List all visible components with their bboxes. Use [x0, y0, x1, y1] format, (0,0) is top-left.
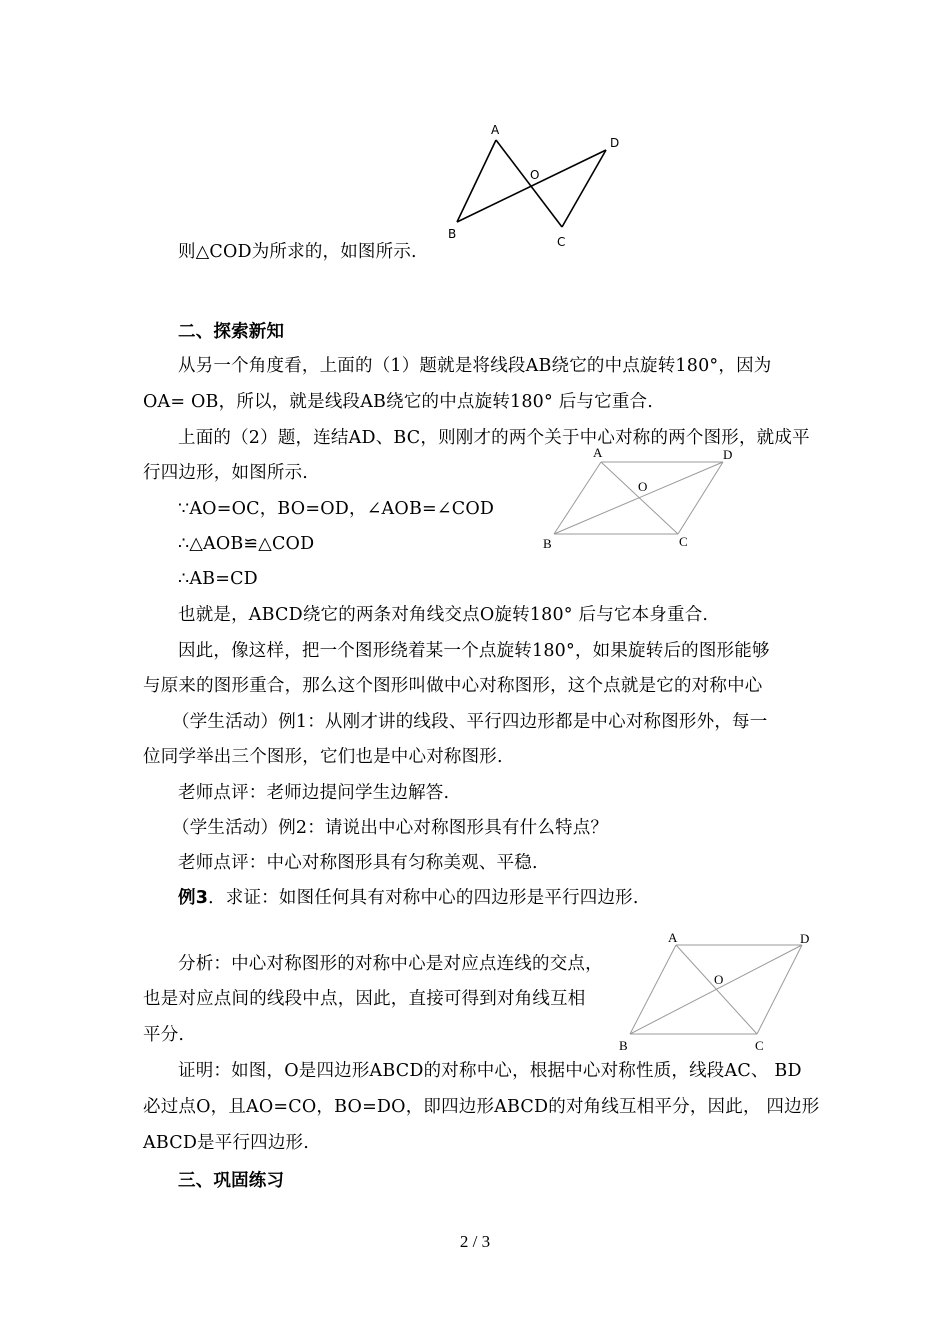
- example-3-text: ．求证：如图任何具有对称中心的四边形是平行四边形.: [208, 888, 639, 908]
- page-number: 2 / 3: [459, 1232, 491, 1251]
- proof-line-1: ∵AO=OC，BO=OD，∠AOB=∠COD: [178, 499, 495, 519]
- label-B: B: [619, 1038, 628, 1053]
- diagonal-BD: [630, 945, 802, 1034]
- label-D: D: [723, 447, 733, 462]
- section2-heading: 二、探索新知: [178, 322, 285, 342]
- label-D: D: [800, 931, 810, 946]
- label-O: O: [638, 479, 648, 494]
- proof-paragraph-line-2: 必过点O，且AO=CO，BO=DO，即四边形ABCD的对角线互相平分，因此， 四边形: [143, 1097, 820, 1117]
- label-O: O: [714, 972, 724, 987]
- paragraph-4-line-1: 因此，像这样，把一个图形绕着某一个点旋转180°，如果旋转后的图形能够: [178, 641, 770, 661]
- result-line: 则△COD为所求的，如图所示.: [178, 242, 417, 262]
- paragraph-3: 也就是，ABCD绕它的两条对角线交点O旋转180° 后与它本身重合.: [178, 605, 709, 625]
- segment-AB: [457, 140, 496, 222]
- label-B: B: [448, 227, 457, 241]
- proof-paragraph-line-1: 证明：如图，O是四边形ABCD的对称中心，根据中心对称性质，线段AC、 BD: [178, 1061, 802, 1081]
- proof-paragraph-line-3: ABCD是平行四边形.: [143, 1133, 310, 1153]
- label-C: C: [557, 235, 566, 249]
- paragraph-1-line-2: OA= OB，所以，就是线段AB绕它的中点旋转180° 后与它重合.: [143, 392, 653, 412]
- segment-BD: [457, 150, 606, 222]
- label-D: D: [610, 136, 620, 150]
- example-3: [178, 886, 639, 910]
- figure-parallelogram-1: [538, 443, 748, 553]
- label-A: A: [491, 123, 500, 137]
- analysis-line-2: 也是对应点间的线段中点，因此，直接可得到对角线互相: [143, 989, 586, 1009]
- example-3-label: 例3: [178, 888, 209, 908]
- paragraph-2-line-2: 行四边形，如图所示.: [143, 463, 309, 483]
- proof-line-2: ∴△AOB≌△COD: [178, 534, 315, 554]
- proof-line-3: ∴AB=CD: [178, 569, 258, 589]
- label-C: C: [755, 1038, 764, 1053]
- label-A: A: [593, 445, 603, 460]
- example-2: （学生活动）例2：请说出中心对称图形具有什么特点？: [172, 818, 609, 838]
- side-AB: [554, 462, 601, 534]
- side-DC: [678, 462, 723, 534]
- label-O: O: [530, 168, 540, 182]
- analysis-line-1: 分析：中心对称图形的对称中心是对应点连线的交点，: [178, 954, 603, 974]
- paragraph-4-line-2: 与原来的图形重合，那么这个图形叫做中心对称图形，这个点就是它的对称中心: [143, 676, 763, 696]
- segment-AC: [496, 140, 562, 227]
- label-A: A: [668, 930, 678, 945]
- side-DC: [757, 945, 802, 1034]
- figure-parallelogram-2: [612, 922, 827, 1057]
- diagonal-BD: [554, 462, 723, 534]
- paragraph-2-line-1: 上面的（2）题，连结AD、BC，则刚才的两个关于中心对称的两个图形，就成平: [178, 428, 810, 448]
- example-1-line-1: （学生活动）例1：从刚才讲的线段、平行四边形都是中心对称图形外，每一: [172, 712, 768, 732]
- figure-rotated-triangles: [440, 118, 630, 258]
- segment-DC: [562, 150, 606, 227]
- label-C: C: [679, 534, 688, 549]
- side-AB: [630, 945, 676, 1034]
- teacher-comment-1: 老师点评：老师边提问学生边解答.: [178, 783, 450, 803]
- section3-heading: 三、巩固练习: [178, 1171, 285, 1191]
- paragraph-1-line-1: 从另一个角度看，上面的（1）题就是将线段AB绕它的中点旋转180°，因为: [178, 356, 772, 376]
- example-1-line-2: 位同学举出三个图形，它们也是中心对称图形.: [143, 747, 503, 767]
- label-B: B: [543, 536, 552, 551]
- analysis-line-3: 平分.: [143, 1025, 185, 1045]
- teacher-comment-2: 老师点评：中心对称图形具有匀称美观、平稳.: [178, 853, 538, 873]
